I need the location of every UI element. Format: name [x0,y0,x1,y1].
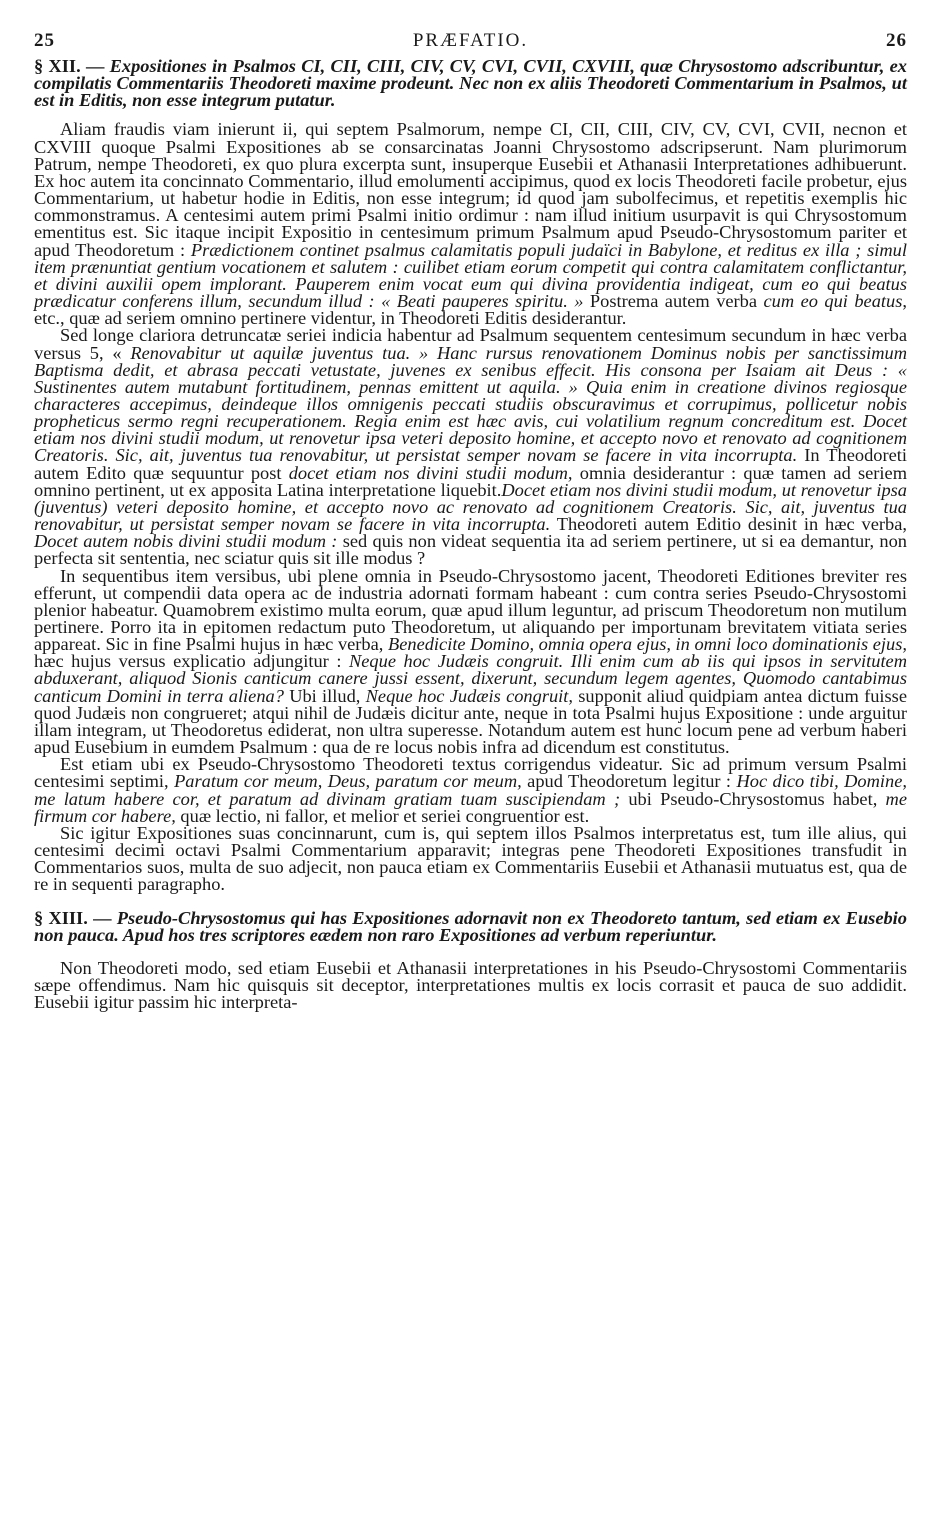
italic-run: Hoc dico tibi, Domine, me latum habere cor, et paratum ad divinam gratiam tuam suscipiendam ; [34,771,907,809]
text-run: hæc hujus versus explicatio adjungitur : [34,651,349,672]
text-run: Postrema autem verba [583,291,764,312]
section-12-heading [34,58,907,109]
italic-run: me firmum cor habere, [34,788,907,826]
text-run: In sequentibus item versibus, ubi plene omnia in Pseudo-Chrysostomo jacent, Theodoreti Editiones breviter res efferunt, ut compendii data opera ac de industria adornati formam habeant : cum contra series Pseudo-Chrysostomi plenior habeatur. Quamobrem existimo multa eorum, quæ apud illum leguntur, ad priscum Theodoretum non mutilum pertinere. Porro ita in epitomen redactum puto Theodoretum, ut aliquando per importunam brevitatem vitiata series appareat. Sic in fine Psalmi hujus in hæc verba, [34,565,907,655]
italic-run: Neque hoc Judæis congruit. Illi enim cum ab iis qui ipsos in servitutem abduxerant, aliquod Sionis canticum canere jussi essent, dixerunt, secundum legem agentes, Quomodo cantabimus canticum Domini in terra aliena? [34,651,907,706]
text-run: Theodoreti autem Editio desinit in hæc verba, [550,514,907,535]
text-run: Sed longe clariora detruncatæ seriei indicia habentur ad Psalmum sequentem centesimum secundum in hæc verba versus 5, « [34,325,907,363]
italic-run: Renovabitur ut aquilæ juventus tua. » Hanc rursus renovationem Dominus nobis per sanctissimum Baptisma dedit, et abrasa peccati vetustate, juvenes ex senibus effecit. His consona per Isaiam ait Deus : « Sustinentes autem mutabunt fortitudinem, pennas emittent ut aquila. » Quia enim in creatione divinos regiosque characteres accepimus, deindeque illos omnigenis peccati studiis obscuravimus et corrupimus, pollicetur nobis propheticus sermo regni recuperationem. Regia enim est hæc avis, cui volatilium regnum concreditum est. Docet etiam nos divini studii modum, ut renovetur ipsa veteri deposito homine, et accepto novo et renovato ad cognitionem Creatoris. Sic, ait, juventus tua renovabitur, ut persistat semper novam se facere in vita incorrupta. [34,342,907,466]
text-run: ubi Pseudo-Chrysostomus habet, [620,788,886,809]
italic-run: docet etiam nos divini studii modum, [288,462,573,483]
text-run: apud Theodoretum legitur : [521,771,737,792]
text-run: Sic igitur Expositiones suas concinnarunt, cum is, qui septem illos Psalmos interpretatus est, tum ille alius, qui centesimi decimi octavi Psalmi Commentarium apparavit; integras pene Theodoreti Expositiones transfudit in Commentarios suos, multa de suo adjecit, non pauca etiam ex Commentariis Eusebii et Athanasii mutuatus est, qua de re in sequenti paragrapho. [34,822,907,895]
text-run: omnia desiderantur : quæ tamen ad seriem omnino pertinent, ut ex apposita Latina interpretatione liquebit. [34,462,908,500]
section-13-mark: § XIII. — [34,907,112,928]
section-12-summary: Expositiones in Psalmos CI, CII, CIII, CIV, CV, CVI, CVII, CXVIII, quæ Chrysostomo adscribuntur, ex compilatis Commentariis Theodoreti maxime prodeunt. Nec non ex aliis Theodoreti Commentarium in Psalmos, ut est in Editis, non esse integrum putatur. [34,56,907,111]
text-run: sed quis non videat sequentia ita ad seriem pertinere, ut si ea demantur, non perfecta sit sententia, nec sciatur quis sit ille modus ? [34,531,907,569]
italic-run: Neque hoc Judæis congruit, [365,685,573,706]
italic-run: cum eo qui beatus [763,291,903,312]
section-13-summary: Pseudo-Chrysostomus qui has Expositiones adornavit non ex Theodoreto tantum, sed etiam ex Eusebio non pauca. Apud hos tres scriptores eædem non raro Expositiones ad verbum reperiuntur. [34,907,907,945]
section-13-heading [34,907,907,945]
paragraph-1 [34,121,907,327]
text-run: supponit aliud quidpiam antea dictum fuisse quod Judæis non congrueret; atqui nihil de Judæis dicitur ante, neque in tota Psalmi hujus Expositione : unde arguitur illam integram, ut Theodoretus ediderat, non ultra superesse. Notandum autem est hunc locum pene ad verbum haberi apud Eusebium in eumdem Psalmum : qua de re locus nobis infra ad dicendum est constitutus. [34,685,907,758]
running-head [34,30,907,58]
text-run: In Theodoreti autem Edito quæ sequuntur post [34,445,907,483]
section-12-mark: § XII. — [34,56,105,76]
italic-run: Benedicite Domino, omnia opera ejus, in omni loco dominationis ejus, [387,634,907,655]
page-number-left: 25 [34,30,55,51]
body-text [34,58,907,1011]
paragraph-2 [34,327,907,567]
text-run: Est etiam ubi ex Pseudo-Chrysostomo Theodoreti textus corrigendus videatur. Sic ad primum versum Psalmi centesimi septimi, [34,754,907,792]
paragraph-6 [34,957,907,1013]
italic-run: Paratum cor meum, Deus, paratum cor meum, [174,771,522,792]
paragraph-3 [34,565,907,758]
text-run: quæ lectio, ni fallor, et melior et seriei congruentior est. [175,805,590,826]
text-run: Aliam fraudis viam inierunt ii, qui septem Psalmorum, nempe CI, CII, CIII, CIV, CV, CVI, CVII, necnon et CXVIII quoque Psalmi Expositiones ab se consarcinatas Joanni Chrysostomo adscripserunt. Nam plurimorum Patrum, nempe Theodoreti, ex quo plura excerpta sunt, insuperque Eusebii et Athanasii Interpretationes adhibuerunt. Ex hoc autem ita concinnato Commentario, illud emolumenti accipimus, quod ex locis Theodoreti facile probetur, ejus Commentarium, ut habetur hodie in Editis, non esse integrum; id quod jam subolfecimus, et repetitis exemplis hic commonstramus. A centesimi autem primi Psalmi initio ordimur : nam illud initium usurpavit is qui Chrysostomum ementitus est. Sic itaque incipit Expositio in centesimum primum Psalmum apud Pseudo-Chrysostomum pariter et apud Theodoretum : [34,119,907,260]
paragraph-5 [34,822,907,895]
paragraph-4 [34,756,907,825]
text-run: Ubi illud, [283,685,366,706]
text-run: , etc., quæ ad seriem omnino pertinere videntur, in Theodoreti Editis desiderantur. [34,291,907,329]
italic-run: Docet etiam nos divini studii modum, ut renovetur ipsa (juventus) veteri deposito homine, et accepto novo ac renovato ad cognitionem Creatoris. Sic, ait, juventus tua renovabitur, ut persistat semper novam se facere in vita incorrupta. [34,479,907,535]
page-number-right: 26 [886,30,907,51]
text-run: Non Theodoreti modo, sed etiam Eusebii et Athanasii interpretationes in his Pseudo-Chrysostomi Commentariis sæpe offendimus. Nam hic quisquis sit deceptor, interpretationes multis ex locis corrasit et pauca de suo addidit. Eusebii igitur passim hic interpreta- [34,957,907,1013]
running-title: PRÆFATIO. [412,30,529,51]
italic-run: Prædictionem continet psalmus calamitatis populi judaïci in Babylone, et reditus ex illa ; simul item prænuntiat gentium vocationem et salutem : cuilibet etiam eorum competit qui contra calamitatem conflictantur, et divini auxilii opem implorant. Pauperem enim vocat eum qui divina providentia indigeat, cum eo qui beatus prædicatur conferens illum, secundum illud : « Beati pauperes spiritu. » [34,239,907,312]
italic-run: Docet autem nobis divini studii modum : [34,531,338,552]
